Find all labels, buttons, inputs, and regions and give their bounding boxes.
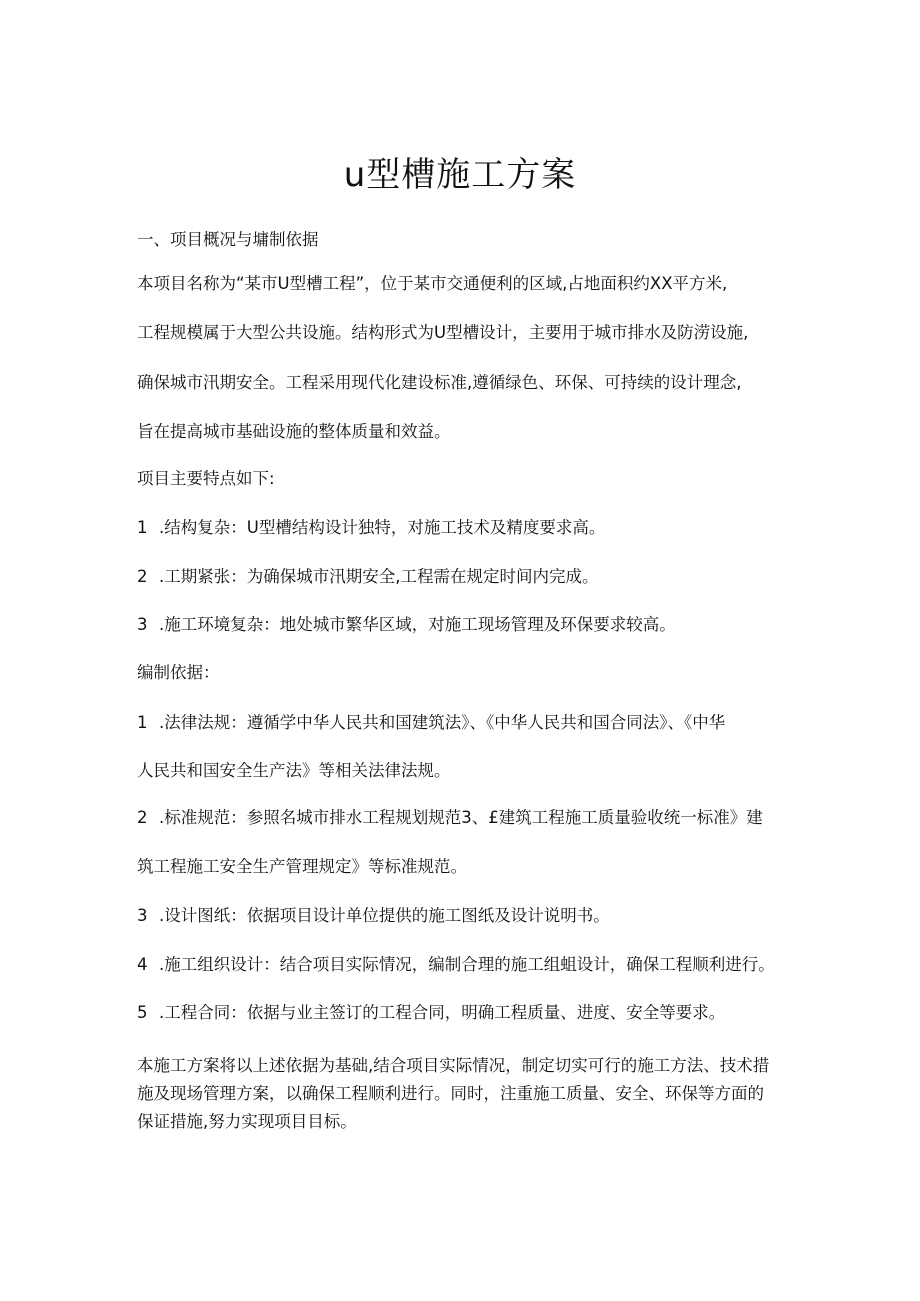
basis-item — [137, 905, 610, 927]
basis-continuation: 人民共和国安全生产法》等相关法律法规。 — [137, 761, 451, 780]
basis-number: 1 — [137, 713, 148, 732]
basis-text: .标准规范：参照名城市排水工程规划规范3、£建筑工程施工质量验收统一标准》建 — [159, 808, 763, 827]
closing-line: 施及现场管理方案，以确保工程顺利进行。同时，注重施工质量、安全、环保等方面的 — [137, 1084, 764, 1103]
closing-line: 本施工方案将以上述依据为基础,结合项目实际情况，制定切实可行的施工方法、技术措 — [137, 1056, 770, 1075]
closing-line: 保证措施,努力实现项目目标。 — [137, 1112, 357, 1131]
section-heading: 一、项目概况与墉制依据 — [137, 230, 319, 249]
basis-text: .设计图纸：依据项目设计单位提供的施工图纸及设计说明书。 — [159, 906, 610, 925]
basis-number: 5 — [137, 1003, 148, 1022]
basis-text: .工程合同：依据与业主签订的工程合同，明确工程质量、进度、安全等要求。 — [159, 1003, 726, 1022]
document-title: u型槽施工方案 — [343, 155, 577, 195]
basis-item — [137, 712, 725, 734]
feature-text: .结构复杂：U型槽结构设计独特，对施工技术及精度要求高。 — [159, 518, 606, 537]
feature-number: 3 — [137, 615, 148, 634]
basis-number: 2 — [137, 808, 148, 827]
feature-text: .工期紧张：为确保城市汛期安全,工程需在规定时间内完成。 — [159, 567, 599, 586]
feature-number: 1 — [137, 518, 148, 537]
basis-text: .施工组织设计：结合项目实际情况，编制合理的施工组蛆设计，确保工程顺利进行。 — [159, 955, 775, 974]
feature-text: .施工环境复杂：地处城市繁华区域，对施工现场管理及环保要求较高。 — [159, 615, 676, 634]
feature-item — [137, 566, 599, 588]
basis-heading: 编制依据： — [137, 663, 220, 682]
feature-item — [137, 614, 676, 636]
intro-line: 确保城市汛期安全。工程采用现代化建设标准,遵循绿色、环保、可持续的设计理念, — [137, 373, 742, 392]
basis-item — [137, 807, 763, 829]
basis-item — [137, 954, 775, 976]
feature-item — [137, 517, 605, 539]
features-heading: 项目主要特点如下: — [137, 469, 275, 488]
feature-number: 2 — [137, 567, 148, 586]
basis-item — [137, 1002, 725, 1024]
intro-line: 工程规模属于大型公共设施。结构形式为U型槽设计，主要用于城市排水及防涝设施, — [137, 323, 749, 342]
intro-line: 旨在提高城市基础设施的整体质量和效益。 — [137, 422, 451, 441]
intro-line: 本项目名称为“某市U型槽工程”，位于某市交通便利的区域,占地面积约XX平方米, — [137, 274, 728, 293]
basis-number: 3 — [137, 906, 148, 925]
basis-number: 4 — [137, 955, 148, 974]
basis-text: .法律法规：遵循学中华人民共和国建筑法》、《中华人民共和国合同法》、《中华 — [159, 713, 726, 732]
closing-paragraph — [137, 1052, 787, 1136]
basis-continuation: 筑工程施工安全生产管理规定》等标准规范。 — [137, 857, 467, 876]
